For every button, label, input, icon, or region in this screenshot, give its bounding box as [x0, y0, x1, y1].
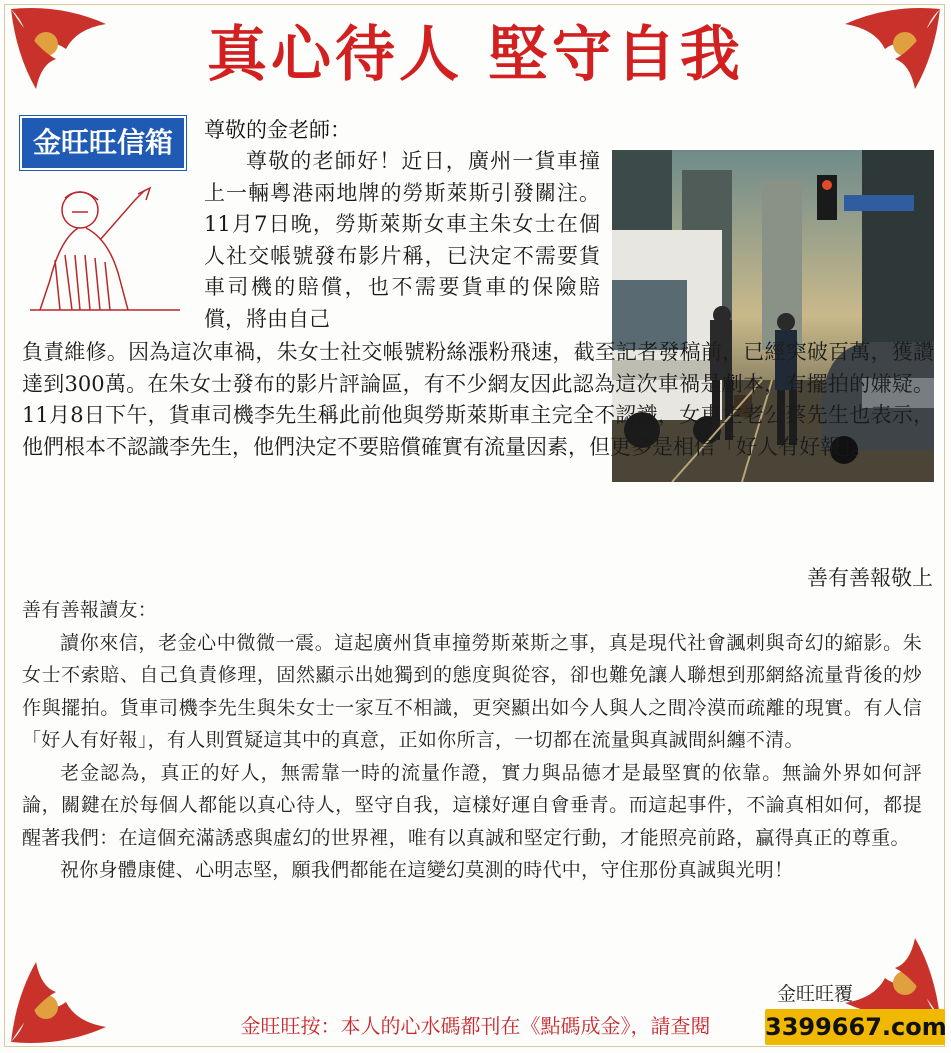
letter-paragraph-continued: 負責維修。因為這次車禍，朱女士社交帳號粉絲漲粉飛速，截至記者發稿前，已經突破百萬，獲讚達到300萬。在朱女士發布的影片評論區，有不少網友因此認為這次車禍是劇本，有擺拍的嫌疑。11月8日下午，貨車司機李先生稱此前他與勞斯萊斯車主完全不認識，女車主老公蔡先生也表示，他們根本不認識李先生，他們決定不要賠償確實有流量因素，但更多是相信「好人有好報」。 — [22, 340, 934, 459]
reply-paragraph: 老金認為，真正的好人，無需靠一時的流量作證，實力與品德才是最堅實的依靠。無論外界如何評論，關鍵在於每個人都能以真心待人，堅守自我，這樣好運自會垂青。而這起事件，不論真相如何，都提醒著我們：在這個充滿誘惑與虛幻的世界裡，唯有以真誠和堅定行動，才能照亮前路，贏得真正的尊重。 — [22, 761, 922, 849]
footer-note: 金旺旺按：本人的心水碼都刊在《點碼成金》，請查閱 — [240, 1014, 711, 1038]
letter-signoff: 善有善報敬上 — [807, 566, 933, 590]
article-title: 真心待人 堅守自我 — [207, 20, 744, 90]
columnist-sketch-illustration — [20, 170, 186, 316]
site-watermark[interactable]: 3399667.com — [765, 1009, 945, 1045]
reply-signature: 金旺旺覆 — [776, 983, 853, 1005]
letter-salutation: 尊敬的金老師： — [204, 118, 351, 142]
reply-paragraph: 祝你身體康健、心明志堅，願我們都能在這變幻莫測的時代中，守住那份真誠與光明！ — [60, 859, 794, 881]
column-tag: 金旺旺信箱 — [20, 116, 186, 170]
reply-greeting: 善有善報讀友： — [22, 599, 158, 621]
reply-paragraph: 讀你來信，老金心中微微一震。這起廣州貨車撞勞斯萊斯之事，真是現代社會諷刺與奇幻的縮影。朱女士不索賠、自己負責修理，固然顯示出她獨到的態度與從容，卻也難免讓人聯想到那網絡流量背後的炒作與擺拍。貨車司機李先生與朱女士一家互不相識，更突顯出如今人與人之間冷漠而疏離的現實。有人信「好人有好報」，有人則質疑這其中的真意，正如你所言，一切都在流量與真誠間糾纏不清。 — [22, 631, 922, 751]
letter-paragraph-intro: 尊敬的老師好！近日，廣州一貨車撞上一輛粵港兩地牌的勞斯萊斯引發關注。11月7日晚，勞斯萊斯女車主朱女士在個人社交帳號發布影片稱，已決定不需要貨車司機的賠償，也不需要貨車的保險賠償，將由自己 — [204, 149, 600, 331]
reply-section — [22, 594, 922, 887]
column-logo — [20, 116, 186, 316]
